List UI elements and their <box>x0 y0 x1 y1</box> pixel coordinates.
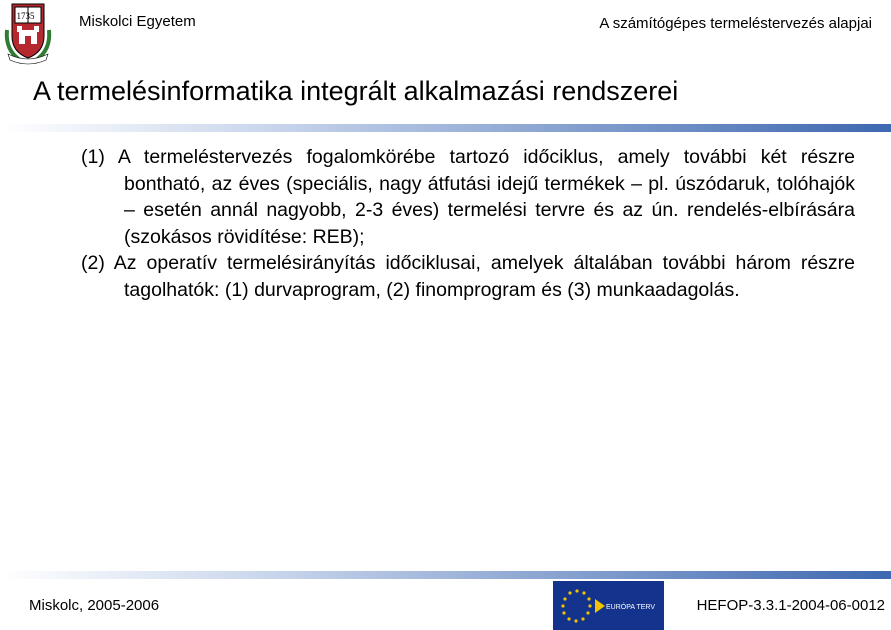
slide-body <box>81 144 855 303</box>
eu-logo-text: EURÓPA TERV <box>606 604 656 611</box>
paragraph-1: (1) A termeléstervezés fogalomkörébe tartozó időciklus, amely további két részre bontható, az éves (speciális, nagy átfutási idejű termékek – pl. úszódaruk, tolóhajók – esetén annál nagyobb, 2-3 éves) termelési tervre és az ún. rendelés-elbírására (szokásos rövidítése: REB); <box>81 146 855 248</box>
header-course-title: A számítógépes termeléstervezés alapjai <box>599 15 872 32</box>
footer-divider <box>0 571 891 579</box>
header-institution: Miskolci Egyetem <box>79 13 196 30</box>
footer-project-code: HEFOP-3.3.1-2004-06-0012 <box>696 597 885 614</box>
paragraph-2: (2) Az operatív termelésirányítás időciklusai, amelyek általában további három részre tagolhatók: (1) durvaprogram, (2) finomprogram és (3) munkaadagolás. <box>81 252 855 301</box>
footer-place-date: Miskolc, 2005-2006 <box>29 597 160 614</box>
eu-europa-terv-logo <box>553 581 664 630</box>
slide-title: A termelésinformatika integrált alkalmazási rendszerei <box>33 76 679 106</box>
title-divider <box>0 124 891 132</box>
crest-year: 1735 <box>16 11 35 21</box>
university-crest-icon <box>2 0 54 66</box>
